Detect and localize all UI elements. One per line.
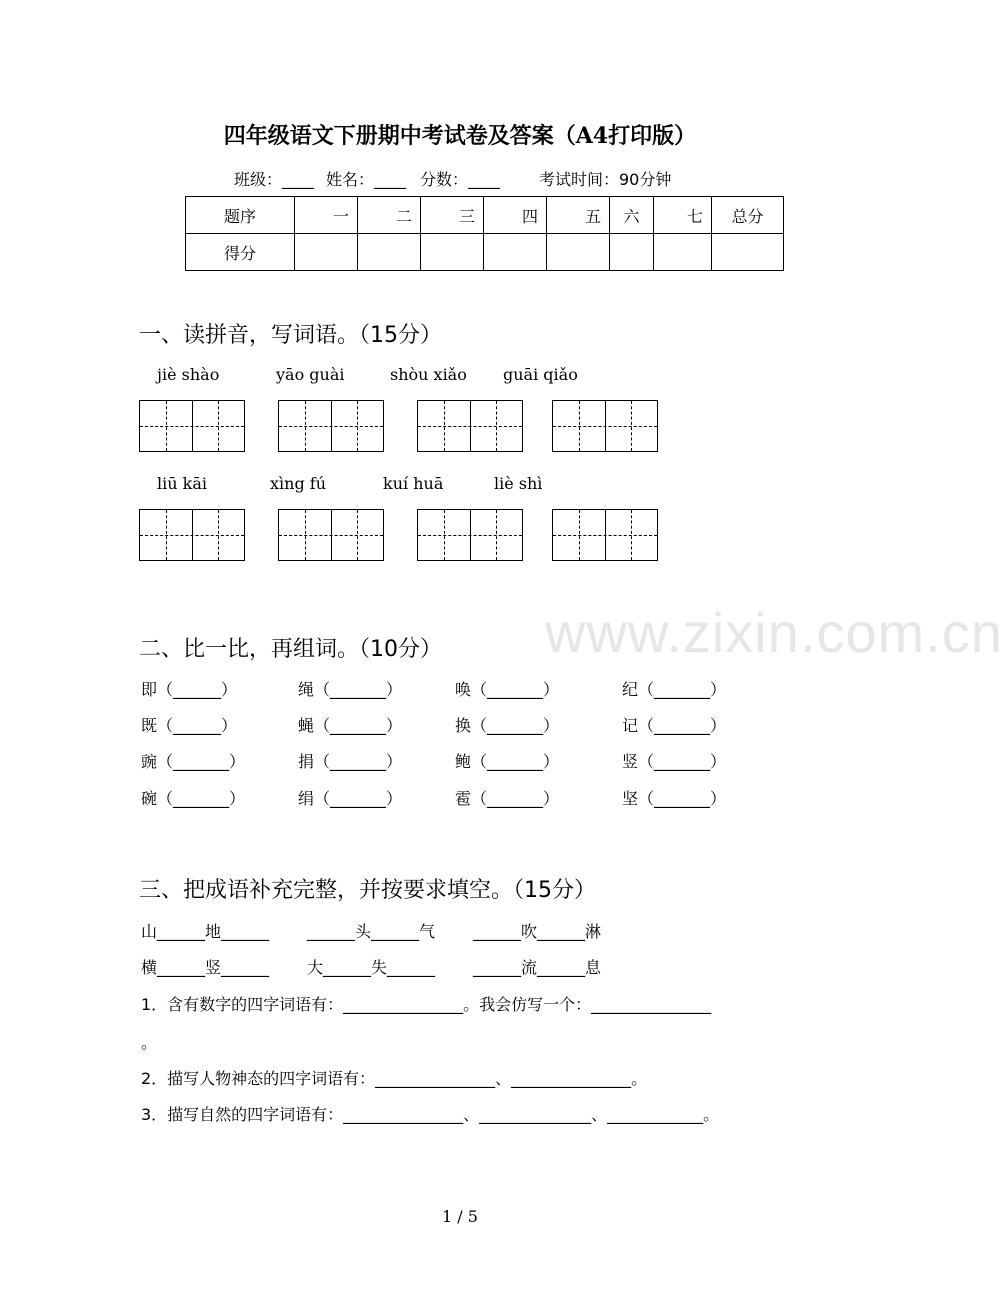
compare-item: 蝇（_______）: [298, 716, 403, 735]
compare-item: 竖（_______）: [622, 752, 727, 771]
name-field: 姓名：____: [326, 170, 407, 189]
score-header-cell: 总分: [712, 197, 784, 234]
writing-grid[interactable]: [139, 400, 245, 452]
question-1: 1．含有数字的四字词语有：_______________。我会仿写一个：_______________: [141, 995, 712, 1014]
question-1-end: 。: [141, 1033, 158, 1052]
pinyin-label: jiè shào: [157, 365, 220, 384]
score-cell[interactable]: [358, 234, 421, 271]
compare-item: 换（_______）: [455, 716, 560, 735]
watermark: www.zixin.com.cn: [545, 601, 1003, 664]
score-header-cell: 四: [484, 197, 547, 234]
compare-item: 坚（_______）: [622, 789, 727, 808]
compare-item: 捐（_______）: [298, 752, 403, 771]
score-cell[interactable]: [610, 234, 654, 271]
score-cell[interactable]: [484, 234, 547, 271]
score-table: [185, 196, 784, 271]
compare-item: 既（______）: [141, 716, 238, 735]
score-cell[interactable]: [421, 234, 484, 271]
score-header-cell: 三: [421, 197, 484, 234]
pinyin-label: guāi qiǎo: [503, 365, 578, 384]
exam-time: 考试时间：90分钟: [539, 170, 672, 189]
page-title: 四年级语文下册期中考试卷及答案（A4打印版）: [223, 123, 697, 149]
compare-item: 纪（_______）: [622, 680, 727, 699]
pinyin-label: kuí huā: [383, 474, 444, 493]
question-2: 2．描写人物神态的四字词语有：_______________、_______________。: [141, 1069, 648, 1088]
compare-item: 鲍（_______）: [455, 752, 560, 771]
score-row-label: 得分: [186, 234, 295, 271]
pinyin-label: yāo guài: [276, 365, 345, 384]
writing-grid[interactable]: [278, 400, 384, 452]
writing-grid[interactable]: [417, 509, 523, 561]
score-cell[interactable]: [295, 234, 358, 271]
compare-item: 雹（_______）: [455, 789, 560, 808]
score-header-cell: 一: [295, 197, 358, 234]
compare-item: 唤（_______）: [455, 680, 560, 699]
idiom-blank: 大______失______: [307, 958, 436, 977]
compare-item: 绳（_______）: [298, 680, 403, 699]
score-header-cell: 七: [654, 197, 712, 234]
section2-heading: 二、比一比，再组词。（10分）: [139, 637, 442, 662]
writing-grid[interactable]: [139, 509, 245, 561]
pinyin-label: liū kāi: [157, 474, 207, 493]
score-cell[interactable]: [712, 234, 784, 271]
compare-item: 记（_______）: [622, 716, 727, 735]
section1-heading: 一、读拼音，写词语。（15分）: [139, 323, 442, 348]
score-field: 分数：____: [420, 170, 501, 189]
score-header-cell: 题序: [186, 197, 295, 234]
writing-grid[interactable]: [552, 509, 658, 561]
score-cell[interactable]: [654, 234, 712, 271]
class-field: 班级：____: [234, 170, 315, 189]
writing-grid[interactable]: [417, 400, 523, 452]
score-header-cell: 六: [610, 197, 654, 234]
idiom-blank: ______头______气: [307, 922, 436, 941]
score-header-cell: 二: [358, 197, 421, 234]
score-table-row: [186, 234, 784, 271]
writing-grid[interactable]: [552, 400, 658, 452]
compare-item: 即（______）: [141, 680, 238, 699]
compare-item: 绢（_______）: [298, 789, 403, 808]
idiom-blank: ______吹______淋: [473, 922, 602, 941]
section3-heading: 三、把成语补充完整，并按要求填空。（15分）: [139, 878, 596, 903]
pinyin-label: liè shì: [494, 474, 543, 493]
pinyin-label: xìng fú: [270, 474, 326, 493]
question-3: 3．描写自然的四字词语有：_______________、______________、____________。: [141, 1105, 720, 1124]
idiom-blank: 山______地______: [141, 922, 270, 941]
pinyin-label: shòu xiǎo: [390, 365, 467, 384]
score-header-cell: 五: [547, 197, 610, 234]
compare-item: 碗（_______）: [141, 789, 246, 808]
score-table-header-row: [186, 197, 784, 234]
page-number: 1 / 5: [442, 1207, 478, 1226]
writing-grid[interactable]: [278, 509, 384, 561]
compare-item: 豌（_______）: [141, 752, 246, 771]
idiom-blank: 横______竖______: [141, 958, 270, 977]
idiom-blank: ______流______息: [473, 958, 602, 977]
score-cell[interactable]: [547, 234, 610, 271]
